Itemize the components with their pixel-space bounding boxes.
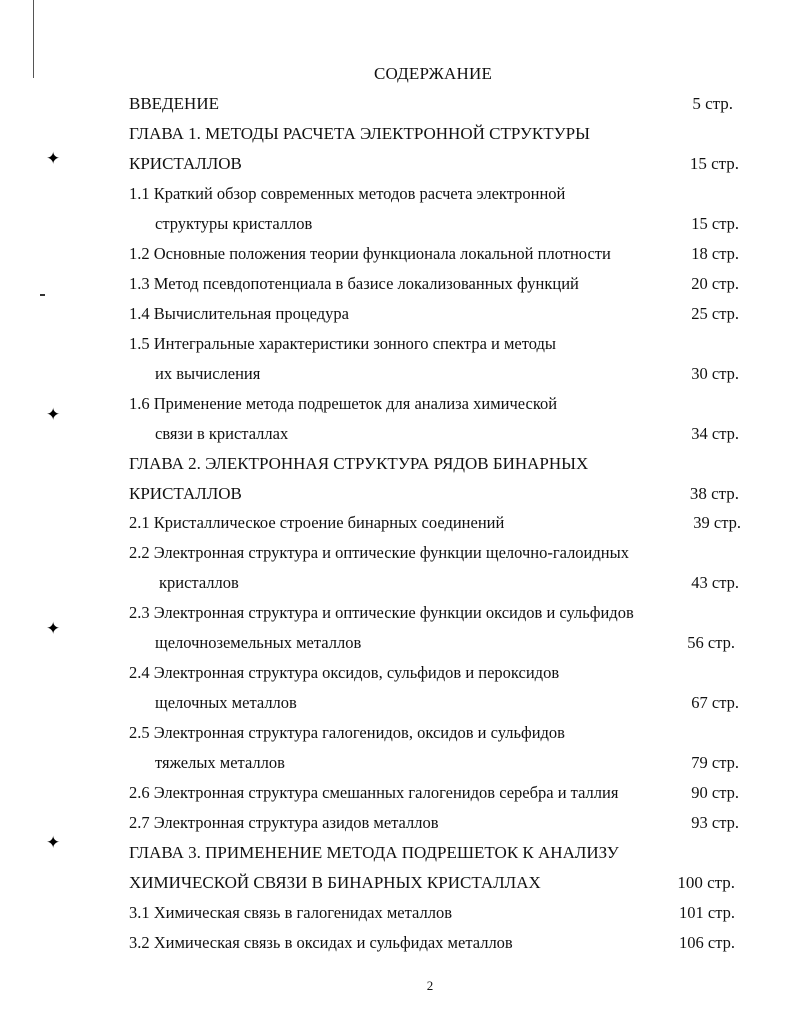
toc-entry-text: 2.2 Электронная структура и оптические функции щелочно-галоидных: [129, 543, 629, 562]
toc-entry: [129, 483, 739, 505]
toc-entry: [129, 782, 739, 804]
toc-entry: [129, 183, 739, 205]
toc-title: СОДЕРЖАНИЕ: [373, 64, 493, 83]
toc-entry-text: 2.1 Кристаллическое строение бинарных соединений: [129, 513, 505, 532]
toc-entry-text: ВВЕДЕНИЕ: [129, 94, 219, 113]
toc-entry-page: 18 стр.: [691, 244, 739, 263]
toc-entry: [129, 722, 739, 744]
toc-entry: [129, 692, 739, 714]
toc-entry-page: 30 стр.: [691, 364, 739, 383]
toc-entry: [129, 752, 739, 774]
toc-entry-page: 100 стр.: [677, 873, 735, 892]
toc-entry-page: 15 стр.: [691, 214, 739, 233]
toc-entry-text: КРИСТАЛЛОВ: [129, 484, 242, 503]
toc-entry-page: 101 стр.: [679, 903, 735, 922]
toc-entry-text: КРИСТАЛЛОВ: [129, 154, 242, 173]
toc-entry-text: ГЛАВА 1. МЕТОДЫ РАСЧЕТА ЭЛЕКТРОННОЙ СТРУКТУРЫ: [129, 124, 590, 143]
toc-entry-page: 25 стр.: [691, 304, 739, 323]
toc-entry-text: 2.3 Электронная структура и оптические функции оксидов и сульфидов: [129, 603, 634, 622]
toc-entry: [129, 812, 739, 834]
toc-entry: [129, 303, 739, 325]
toc-entry-text: ХИМИЧЕСКОЙ СВЯЗИ В БИНАРНЫХ КРИСТАЛЛАХ: [129, 873, 541, 892]
toc-entry-text: их вычисления: [155, 364, 261, 383]
toc-entry: [129, 872, 739, 894]
toc-entry: [129, 512, 739, 534]
toc-entry: [129, 123, 739, 145]
toc-entry-text: 1.3 Метод псевдопотенциала в базисе локализованных функций: [129, 274, 579, 293]
toc-entry: [129, 273, 739, 295]
toc-entry-page: 67 стр.: [691, 693, 739, 712]
toc-entry: [129, 213, 739, 235]
toc-entry-text: 3.2 Химическая связь в оксидах и сульфидах металлов: [129, 933, 513, 952]
toc-entry: [129, 632, 739, 654]
toc-entry-page: 79 стр.: [691, 753, 739, 772]
toc-entry: [129, 602, 739, 624]
toc-entry-text: кристаллов: [159, 573, 239, 592]
toc-entry-text: 1.1 Краткий обзор современных методов расчета электронной: [129, 184, 566, 203]
hole-punch-mark-icon: ✦: [46, 619, 61, 638]
toc-entry: [129, 333, 739, 355]
toc-entry-text: ГЛАВА 3. ПРИМЕНЕНИЕ МЕТОДА ПОДРЕШЕТОК К АНАЛИЗУ: [129, 843, 619, 862]
toc-entry-text: 1.5 Интегральные характеристики зонного спектра и методы: [129, 334, 556, 353]
toc-entry-page: 93 стр.: [691, 813, 739, 832]
scan-dash-mark: [40, 294, 45, 296]
toc-entry-page: 20 стр.: [691, 274, 739, 293]
toc-entry-text: тяжелых металлов: [155, 753, 285, 772]
toc-entry: [129, 902, 739, 924]
toc-entry-page: 38 стр.: [689, 484, 739, 503]
toc-entry: [129, 153, 739, 175]
toc-entry-text: 2.7 Электронная структура азидов металлов: [129, 813, 439, 832]
toc-entry-text: связи в кристаллах: [155, 424, 289, 443]
page-number: 2: [426, 978, 434, 993]
toc-entry: [129, 363, 739, 385]
hole-punch-mark-icon: ✦: [46, 149, 61, 168]
toc-entry-page: 15 стр.: [689, 154, 739, 173]
hole-punch-mark-icon: ✦: [46, 833, 61, 852]
toc-entry: [129, 662, 739, 684]
hole-punch-mark-icon: ✦: [46, 405, 61, 424]
toc-entry-page: 34 стр.: [691, 424, 739, 443]
toc-entry-page: 5 стр.: [692, 94, 733, 113]
toc-entry: [129, 453, 739, 475]
toc-entry: [129, 572, 739, 594]
toc-entry-text: ГЛАВА 2. ЭЛЕКТРОННАЯ СТРУКТУРА РЯДОВ БИНАРНЫХ: [129, 454, 589, 473]
toc-entry: [129, 842, 739, 864]
toc-entry-page: 39 стр.: [693, 513, 741, 532]
toc-entry-text: щелочноземельных металлов: [155, 633, 362, 652]
toc-entry-text: 2.5 Электронная структура галогенидов, оксидов и сульфидов: [129, 723, 565, 742]
toc-entry-page: 43 стр.: [691, 573, 739, 592]
toc-entry: [129, 423, 739, 445]
toc-entry-text: 1.2 Основные положения теории функционала локальной плотности: [129, 244, 611, 263]
toc-entry-text: 3.1 Химическая связь в галогенидах металлов: [129, 903, 452, 922]
toc-entry: [129, 93, 739, 115]
toc-entry-page: 56 стр.: [687, 633, 735, 652]
toc-entry: [129, 542, 739, 564]
toc-entry: [129, 932, 739, 954]
toc-entry-text: 1.4 Вычислительная процедура: [129, 304, 350, 323]
toc-entry: [129, 243, 739, 265]
toc-entry-text: 1.6 Применение метода подрешеток для анализа химической: [129, 394, 558, 413]
toc-entry-page: 106 стр.: [679, 933, 735, 952]
toc-entry: [129, 393, 739, 415]
toc-entry-page: 90 стр.: [691, 783, 739, 802]
toc-entry-text: структуры кристаллов: [155, 214, 313, 233]
toc-entry-text: щелочных металлов: [155, 693, 297, 712]
toc-entry-text: 2.6 Электронная структура смешанных галогенидов серебра и таллия: [129, 783, 619, 802]
toc-entry-text: 2.4 Электронная структура оксидов, сульфидов и пероксидов: [129, 663, 560, 682]
